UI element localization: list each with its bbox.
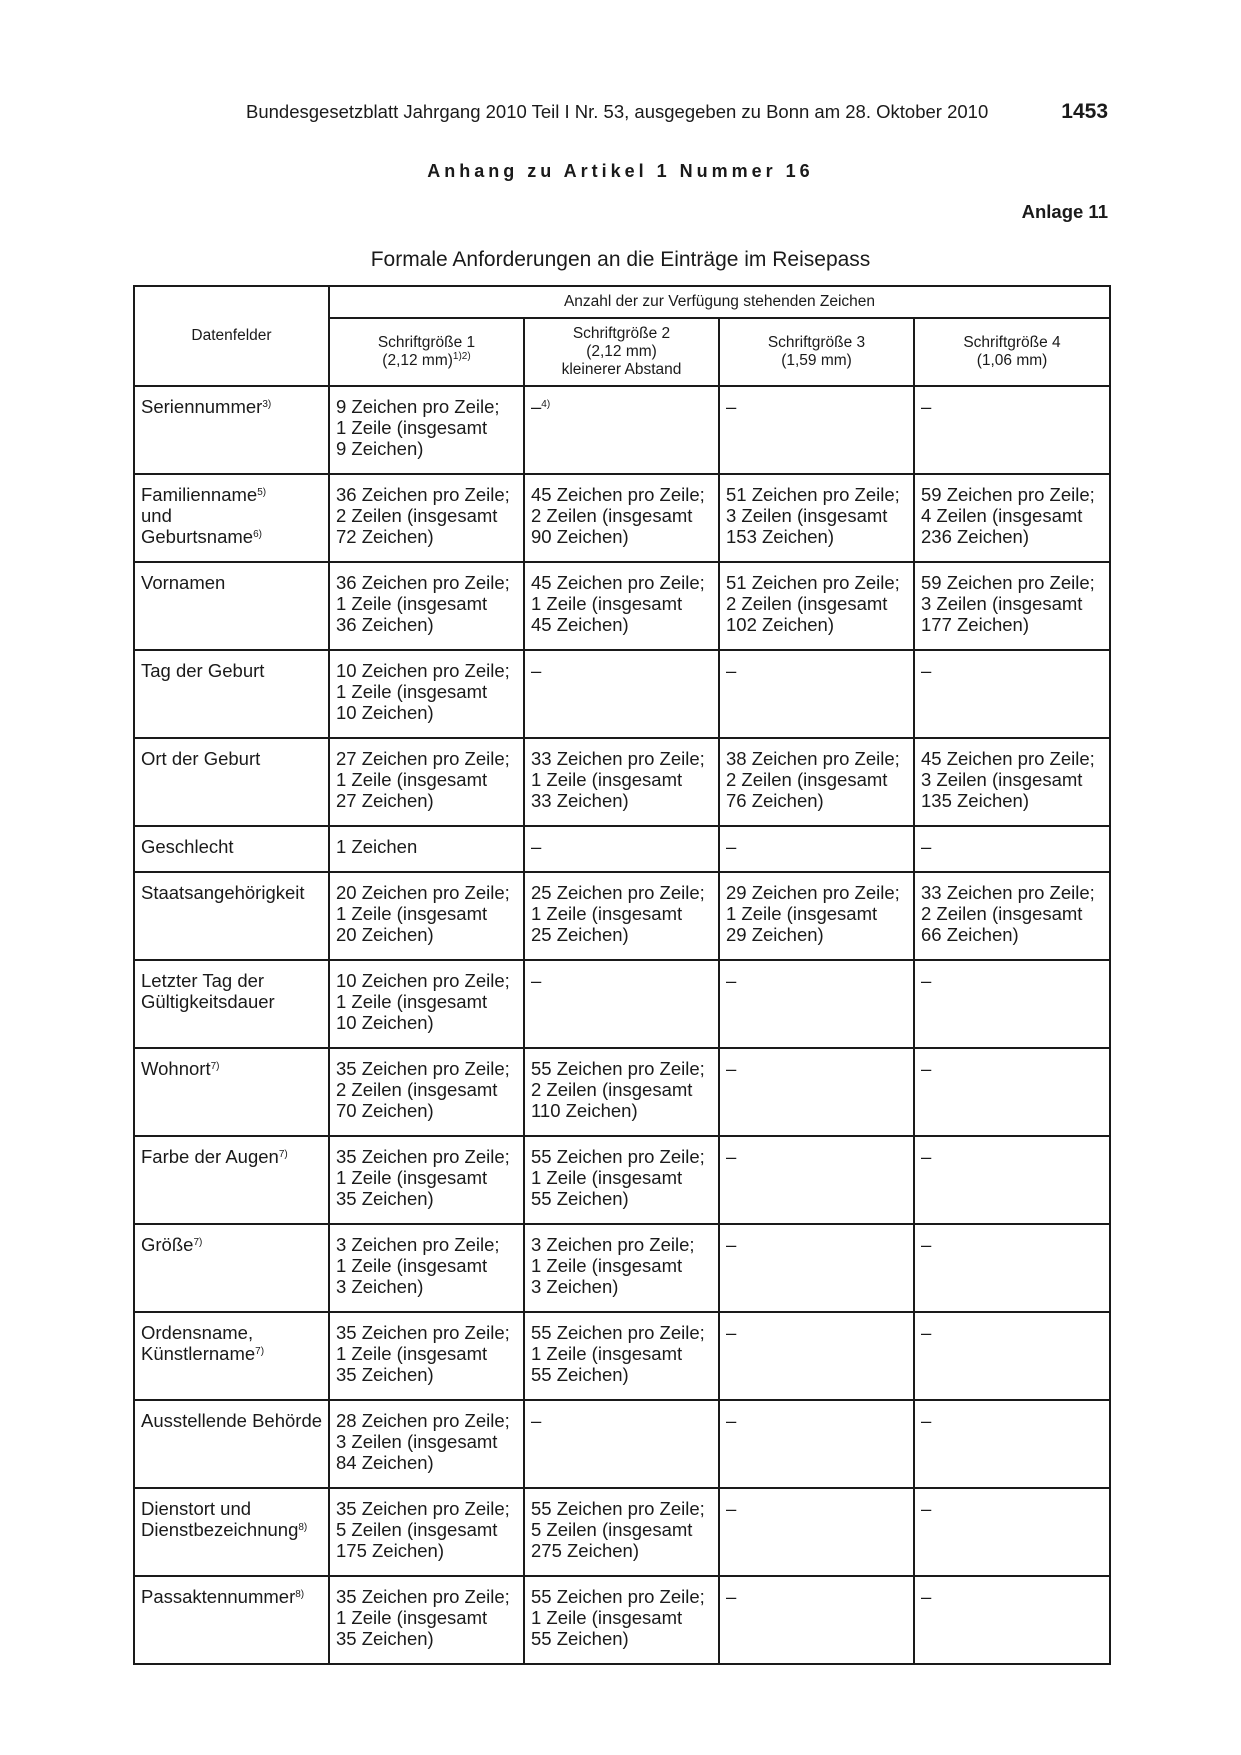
value-cell: – (719, 826, 914, 872)
value-cell: 55 Zeichen pro Zeile; 1 Zeile (insgesamt 55 Zeichen) (524, 1136, 719, 1224)
field-name: Größe (141, 1234, 194, 1255)
value-cell: – (914, 1312, 1110, 1400)
field-name: Familienname$^{5)}$ und Geburtsname$^{6)}$ (141, 484, 267, 547)
value-cell: – (719, 1488, 914, 1576)
field-name-cell (134, 738, 329, 826)
table-row (134, 1312, 1110, 1400)
value-cell: – (914, 386, 1110, 474)
field-name: Tag der Geburt (141, 660, 265, 681)
value-cell: – (914, 1136, 1110, 1224)
font-size-value (527, 343, 716, 361)
value-cell: 59 Zeichen pro Zeile; 3 Zeilen (insgesamt 177 Zeichen) (914, 562, 1110, 650)
field-name: Passaktennummer (141, 1586, 296, 1607)
footnote-ref: 7) (193, 1237, 203, 1248)
table-row (134, 474, 1110, 562)
value-cell: 3 Zeichen pro Zeile; 1 Zeile (insgesamt 3 Zeichen) (524, 1224, 719, 1312)
font-size-label: Schriftgröße 2 (572, 325, 671, 342)
value-cell: – (914, 1576, 1110, 1664)
table-row (134, 872, 1110, 960)
value-cell: 51 Zeichen pro Zeile; 2 Zeilen (insgesamt 102 Zeichen) (719, 562, 914, 650)
font-size-mm: (1,06 mm) (976, 352, 1048, 369)
footnote-ref: 1)2) (452, 351, 471, 362)
value-cell: – (524, 826, 719, 872)
value-cell: –$^{4)}$ (524, 386, 719, 474)
publication-line: Bundesgesetzblatt Jahrgang 2010 Teil I Nr. 53, ausgegeben zu Bonn am 28. Oktober 2010 (246, 101, 989, 122)
field-name: Ordensname, Künstlername$^{7)}$ (141, 1322, 265, 1364)
table-row (134, 1136, 1110, 1224)
value-cell: – (914, 826, 1110, 872)
value-cell: 33 Zeichen pro Zeile; 2 Zeilen (insgesamt 66 Zeichen) (914, 872, 1110, 960)
column-header-font-size-2 (524, 318, 719, 386)
footnote-ref: 8) (295, 1589, 305, 1600)
footnote-ref: 7) (210, 1061, 220, 1072)
table-row (134, 1400, 1110, 1488)
font-size-label: Schriftgröße 1 (377, 334, 476, 351)
value-cell: – (914, 1224, 1110, 1312)
field-name-cell (134, 1400, 329, 1488)
field-name: Staatsangehörigkeit (141, 882, 305, 903)
field-name-cell (134, 1224, 329, 1312)
font-size-mm: (2,12 mm) (382, 352, 453, 369)
value-cell: 1 Zeichen (329, 826, 524, 872)
value-cell: 55 Zeichen pro Zeile; 5 Zeilen (insgesamt 275 Zeichen) (524, 1488, 719, 1576)
field-name-cell (134, 650, 329, 738)
value-cell: 59 Zeichen pro Zeile; 4 Zeilen (insgesamt 236 Zeichen) (914, 474, 1110, 562)
value-cell: 38 Zeichen pro Zeile; 2 Zeilen (insgesamt 76 Zeichen) (719, 738, 914, 826)
annex-heading: Anhang zu Artikel 1 Nummer 16 (427, 161, 814, 181)
value-cell: 45 Zeichen pro Zeile; 3 Zeilen (insgesamt 135 Zeichen) (914, 738, 1110, 826)
table-row (134, 960, 1110, 1048)
value-cell: 35 Zeichen pro Zeile; 5 Zeilen (insgesamt 175 Zeichen) (329, 1488, 524, 1576)
value-cell: 28 Zeichen pro Zeile; 3 Zeilen (insgesamt 84 Zeichen) (329, 1400, 524, 1488)
value-cell: – (524, 650, 719, 738)
value-cell: 33 Zeichen pro Zeile; 1 Zeile (insgesamt 33 Zeichen) (524, 738, 719, 826)
value-cell: 10 Zeichen pro Zeile; 1 Zeile (insgesamt 10 Zeichen) (329, 650, 524, 738)
field-name-cell (134, 1312, 329, 1400)
value-cell: 45 Zeichen pro Zeile; 1 Zeile (insgesamt 45 Zeichen) (524, 562, 719, 650)
value-cell: – (719, 1400, 914, 1488)
field-name-cell (134, 562, 329, 650)
value-cell: 9 Zeichen pro Zeile; 1 Zeile (insgesamt 9 Zeichen) (329, 386, 524, 474)
table-row (134, 1488, 1110, 1576)
field-name: Vornamen (141, 572, 226, 593)
table-row (134, 1048, 1110, 1136)
document-title: Formale Anforderungen an die Einträge im Reisepass (370, 248, 871, 271)
font-size-label: Schriftgröße 4 (963, 334, 1061, 351)
value-cell: 35 Zeichen pro Zeile; 1 Zeile (insgesamt 35 Zeichen) (329, 1312, 524, 1400)
table-row (134, 650, 1110, 738)
table-row (134, 738, 1110, 826)
requirements-table (133, 285, 1111, 1665)
value-cell: – (914, 1048, 1110, 1136)
footnote-ref: 3) (262, 399, 272, 410)
value-cell: – (914, 1488, 1110, 1576)
value-cell: 55 Zeichen pro Zeile; 1 Zeile (insgesamt 55 Zeichen) (524, 1312, 719, 1400)
font-size-label: Schriftgröße 3 (767, 334, 866, 351)
value-cell: 27 Zeichen pro Zeile; 1 Zeile (insgesamt 27 Zeichen) (329, 738, 524, 826)
table-row (134, 1576, 1110, 1664)
field-name-cell (134, 386, 329, 474)
value-cell: – (719, 386, 914, 474)
font-size-mm: (1,59 mm) (781, 352, 852, 369)
value-cell: 35 Zeichen pro Zeile; 1 Zeile (insgesamt 35 Zeichen) (329, 1576, 524, 1664)
field-name-cell (134, 872, 329, 960)
table-header-row (134, 286, 1110, 318)
value-cell: – (524, 960, 719, 1048)
value-cell: – (719, 1312, 914, 1400)
value-cell: 35 Zeichen pro Zeile; 2 Zeilen (insgesamt 70 Zeichen) (329, 1048, 524, 1136)
table-row (134, 1224, 1110, 1312)
value-cell: 20 Zeichen pro Zeile; 1 Zeile (insgesamt 20 Zeichen) (329, 872, 524, 960)
value-cell: – (719, 1224, 914, 1312)
field-name: Wohnort (141, 1058, 211, 1079)
field-name-cell (134, 960, 329, 1048)
value-cell: 51 Zeichen pro Zeile; 3 Zeilen (insgesamt 153 Zeichen) (719, 474, 914, 562)
column-header-datenfelder: Datenfelder (134, 286, 329, 386)
field-name: Ort der Geburt (141, 748, 261, 769)
value-cell: 10 Zeichen pro Zeile; 1 Zeile (insgesamt 10 Zeichen) (329, 960, 524, 1048)
font-size-value (722, 352, 911, 370)
field-name: Farbe der Augen (141, 1146, 279, 1167)
font-size-mm: (2,12 mm) (586, 343, 657, 360)
value-cell: – (524, 1400, 719, 1488)
value-cell: 36 Zeichen pro Zeile; 2 Zeilen (insgesamt 72 Zeichen) (329, 474, 524, 562)
column-header-font-size-1 (329, 318, 524, 386)
anlage-label: Anlage 11 (1021, 201, 1108, 222)
field-name: Letzter Tag der Gültigkeitsdauer (141, 970, 275, 1012)
value-cell: 35 Zeichen pro Zeile; 1 Zeile (insgesamt 35 Zeichen) (329, 1136, 524, 1224)
value-cell: 36 Zeichen pro Zeile; 1 Zeile (insgesamt 36 Zeichen) (329, 562, 524, 650)
value-cell: – (914, 650, 1110, 738)
value-cell: – (719, 1136, 914, 1224)
font-size-value (332, 352, 521, 370)
value-cell: – (914, 960, 1110, 1048)
value-cell: – (719, 650, 914, 738)
table-row (134, 386, 1110, 474)
value-cell: – (719, 1576, 914, 1664)
value-cell: 55 Zeichen pro Zeile; 1 Zeile (insgesamt 55 Zeichen) (524, 1576, 719, 1664)
column-header-font-size-3 (719, 318, 914, 386)
field-name: Seriennummer (141, 396, 263, 417)
field-name: Dienstort und Dienstbezeichnung$^{8)}$ (141, 1498, 308, 1540)
table-row (134, 562, 1110, 650)
field-name-cell (134, 1048, 329, 1136)
field-name-cell (134, 474, 329, 562)
value-cell: 55 Zeichen pro Zeile; 2 Zeilen (insgesamt 110 Zeichen) (524, 1048, 719, 1136)
value-cell: – (719, 960, 914, 1048)
field-name-cell (134, 1136, 329, 1224)
value-cell: 45 Zeichen pro Zeile; 2 Zeilen (insgesamt 90 Zeichen) (524, 474, 719, 562)
footnote-ref: 7) (278, 1149, 288, 1160)
field-name-cell (134, 1576, 329, 1664)
value-cell: 25 Zeichen pro Zeile; 1 Zeile (insgesamt 25 Zeichen) (524, 872, 719, 960)
field-name: Geschlecht (141, 836, 234, 857)
font-size-note: kleinerer Abstand (561, 361, 682, 378)
table-row (134, 826, 1110, 872)
field-name-cell (134, 1488, 329, 1576)
font-size-value (917, 352, 1107, 370)
value-cell: 3 Zeichen pro Zeile; 1 Zeile (insgesamt 3 Zeichen) (329, 1224, 524, 1312)
column-group-header: Anzahl der zur Verfügung stehenden Zeichen (329, 286, 1110, 318)
column-header-font-size-4 (914, 318, 1110, 386)
value-cell: – (719, 1048, 914, 1136)
page-number: 1453 (1061, 100, 1108, 123)
field-name-cell (134, 826, 329, 872)
table-body (134, 386, 1110, 1664)
value-cell: – (914, 1400, 1110, 1488)
value-cell: 29 Zeichen pro Zeile; 1 Zeile (insgesamt 29 Zeichen) (719, 872, 914, 960)
field-name: Ausstellende Behörde (141, 1410, 323, 1431)
